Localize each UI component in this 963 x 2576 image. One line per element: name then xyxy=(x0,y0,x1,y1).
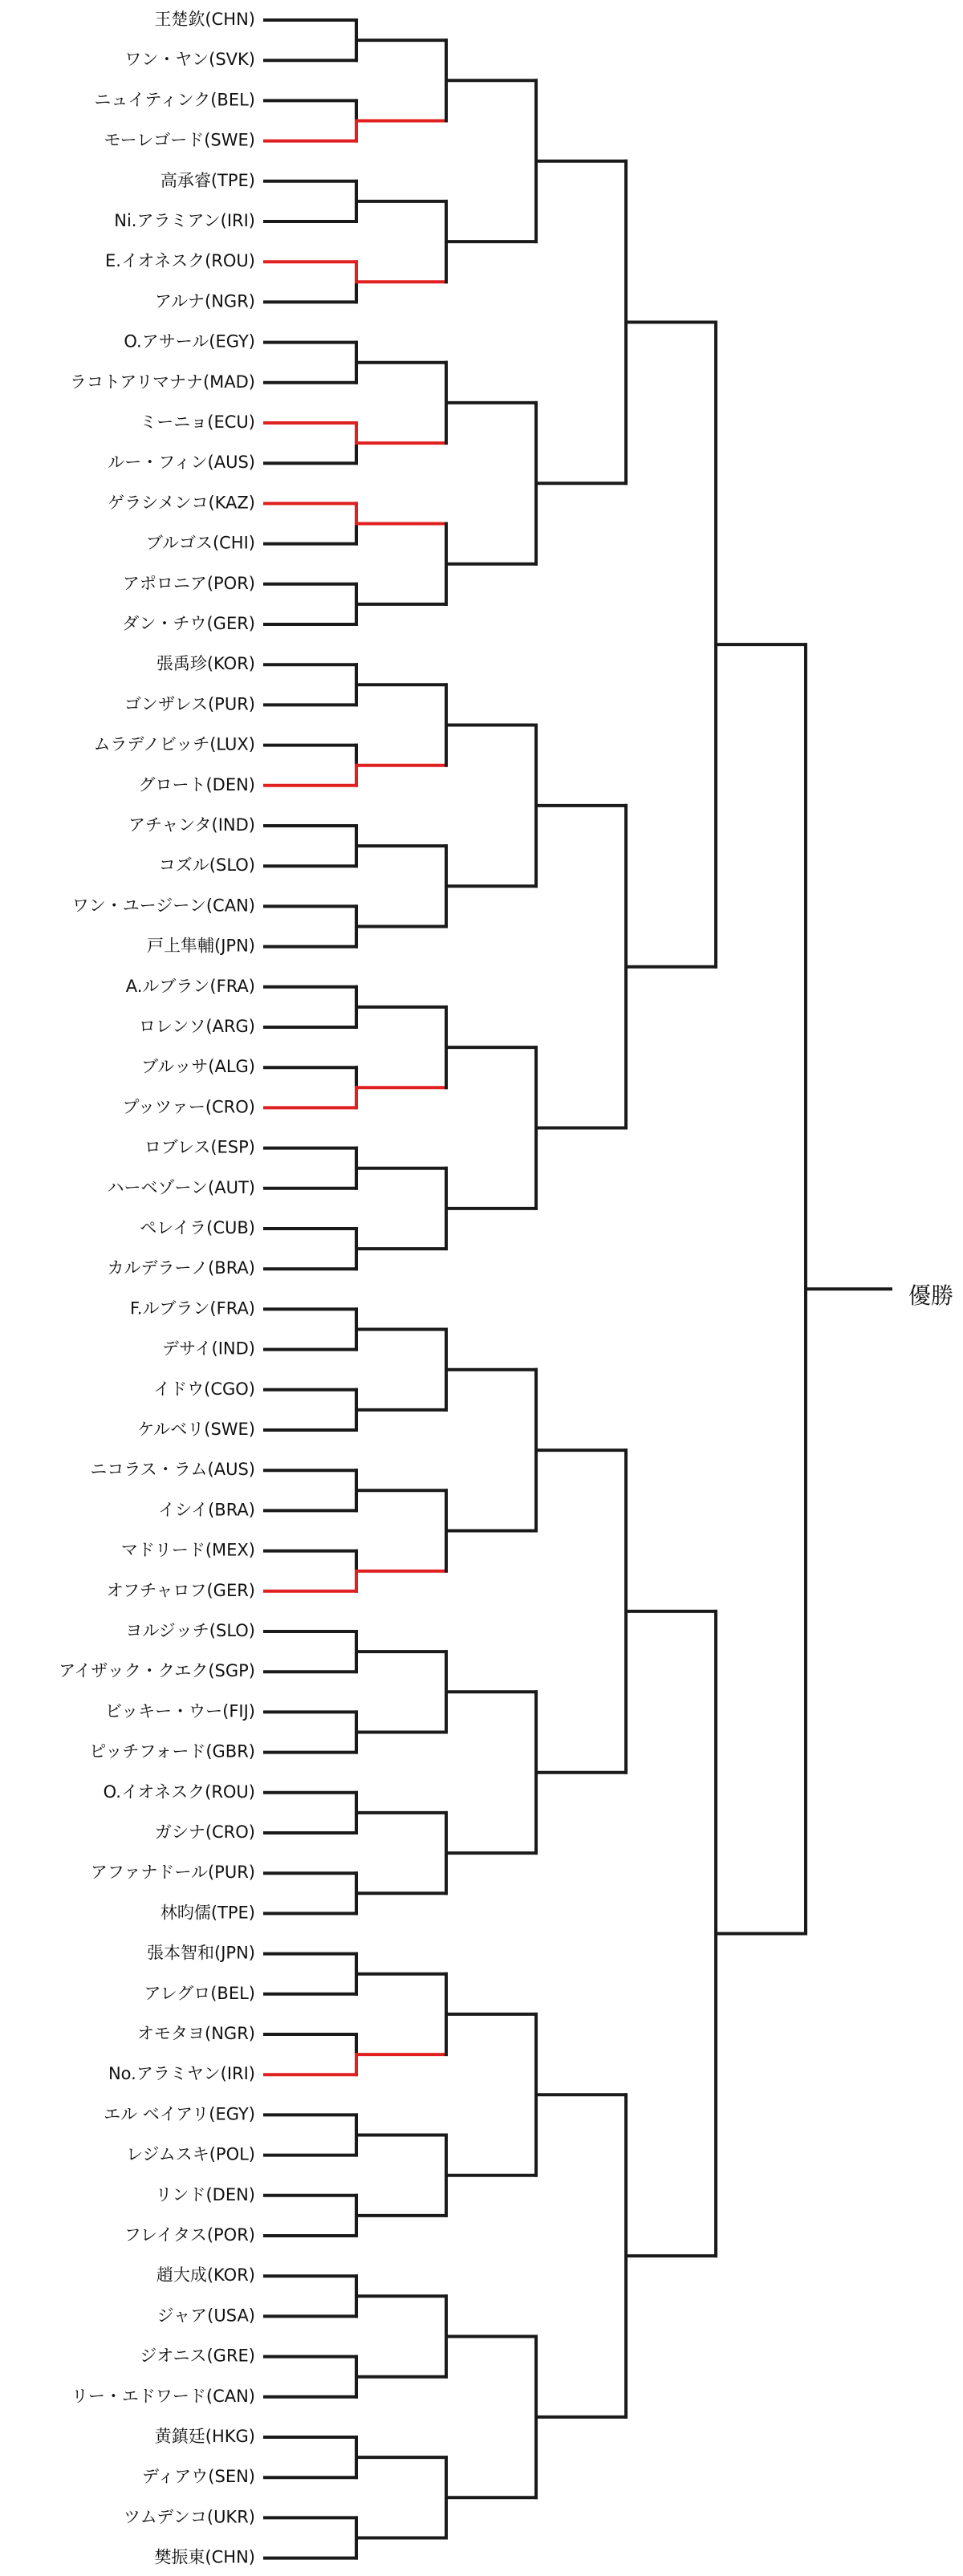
player-name: 林昀儒(TPE) xyxy=(160,1903,255,1923)
player-name: ワン・ヤン(SVK) xyxy=(124,50,255,70)
player-name: ニコラス・ラム(AUS) xyxy=(90,1460,255,1480)
player-name: レジムスキ(POL) xyxy=(126,2144,255,2164)
player-name: カルデラーノ(BRA) xyxy=(107,1258,255,1278)
player-name: リー・エドワード(CAN) xyxy=(71,2386,255,2406)
player-name: アファナドール(PUR) xyxy=(90,1863,255,1883)
player-name: ジャア(USA) xyxy=(156,2306,255,2326)
player-name: オモタヨ(NGR) xyxy=(137,2024,255,2043)
player-name: エル ベイアリ(EGY) xyxy=(104,2104,255,2124)
player-name: 高承睿(TPE) xyxy=(160,170,255,190)
player-name: O.イオネスク(ROU) xyxy=(103,1782,255,1802)
player-name: ロブレス(ESP) xyxy=(144,1137,255,1157)
player-name: A.ルブラン(FRA) xyxy=(125,976,255,996)
player-name: コズル(SLO) xyxy=(158,855,255,876)
player-name: グロート(DEN) xyxy=(138,774,255,794)
player-name: ゲラシメンコ(KAZ) xyxy=(108,493,255,513)
player-name: ニュイティンク(BEL) xyxy=(94,90,255,110)
player-name: リンド(DEN) xyxy=(155,2184,255,2204)
player-name: ワン・ユージーン(CAN) xyxy=(71,896,255,916)
player-name: モーレゴード(SWE) xyxy=(104,130,255,150)
player-name: アレグロ(BEL) xyxy=(144,1983,255,2003)
player-name: マドリード(MEX) xyxy=(120,1540,255,1560)
player-name: ロレンソ(ARG) xyxy=(138,1017,255,1036)
player-name: 趙大成(KOR) xyxy=(156,2265,255,2285)
bracket-lines xyxy=(265,20,891,2558)
player-name: イドウ(CGO) xyxy=(153,1379,255,1399)
player-name: ゴンザレス(PUR) xyxy=(124,694,255,714)
player-name: アイザック・クエク(SGP) xyxy=(59,1661,255,1681)
player-name: ミーニョ(ECU) xyxy=(140,412,255,432)
player-name: 張本智和(JPN) xyxy=(147,1943,255,1963)
player-name: E.イオネスク(ROU) xyxy=(105,251,255,271)
player-name: 戸上隼輔(JPN) xyxy=(147,936,255,956)
player-name: アルナ(NGR) xyxy=(154,291,255,311)
player-name: ムラデノビッチ(LUX) xyxy=(93,734,255,754)
player-name: ハーベゾーン(AUT) xyxy=(107,1177,255,1197)
player-name: O.アサール(EGY) xyxy=(124,331,255,351)
player-name: ラコトアリマナナ(MAD) xyxy=(69,372,255,392)
player-name: ケルベリ(SWE) xyxy=(137,1420,255,1439)
player-name: ジオニス(GRE) xyxy=(140,2346,255,2366)
player-name: アポロニア(POR) xyxy=(122,573,255,593)
player-name: アチャンタ(IND) xyxy=(128,815,255,835)
player-name: 黄鎮廷(HKG) xyxy=(154,2427,255,2446)
player-name: F.ルブラン(FRA) xyxy=(130,1298,255,1318)
player-name: ダン・チウ(GER) xyxy=(122,614,255,633)
player-name: ビッキー・ウー(FIJ) xyxy=(104,1701,255,1721)
player-name: フレイタス(POR) xyxy=(124,2225,255,2245)
player-name: ガシナ(CRO) xyxy=(154,1822,255,1842)
player-name: No.アラミヤン(IRI) xyxy=(108,2064,255,2084)
player-name: ブルッサ(ALG) xyxy=(141,1057,255,1077)
player-name: 王楚欽(CHN) xyxy=(154,10,255,29)
player-name: ペレイラ(CUB) xyxy=(140,1218,255,1237)
player-name: ピッチフォード(GBR) xyxy=(89,1741,255,1761)
player-labels xyxy=(59,10,255,2567)
champion-label: 優勝 xyxy=(908,1282,954,1309)
player-name: ディアウ(SEN) xyxy=(141,2467,255,2487)
player-name: 張禹珍(KOR) xyxy=(156,654,255,674)
player-name: ブルゴス(CHI) xyxy=(145,533,255,553)
player-name: デサイ(IND) xyxy=(162,1339,255,1359)
player-name: イシイ(BRA) xyxy=(158,1500,255,1520)
player-name: プッツァー(CRO) xyxy=(122,1097,255,1117)
player-name: ツムデンコ(UKR) xyxy=(123,2507,255,2527)
player-name: オフチャロフ(GER) xyxy=(106,1580,255,1600)
player-name: Ni.アラミアン(IRI) xyxy=(114,211,255,230)
player-name: ルー・フィン(AUS) xyxy=(108,453,255,473)
player-name: 樊振東(CHN) xyxy=(154,2547,255,2567)
player-name: ヨルジッチ(SLO) xyxy=(125,1621,255,1640)
